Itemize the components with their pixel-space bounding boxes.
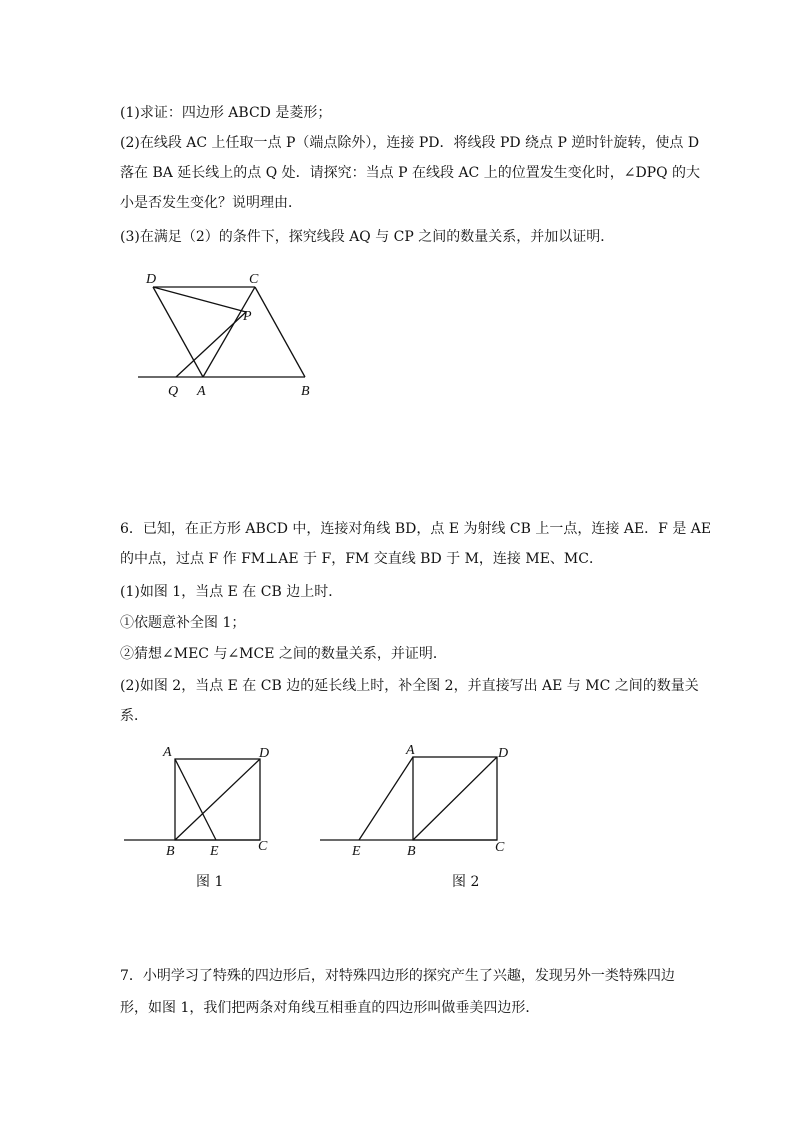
fig1-segment-ae: [175, 759, 216, 840]
fig1-diagonal-bd: [175, 759, 260, 840]
p6-line-1: 6．已知，在正方形 ABCD 中，连接对角线 BD，点 E 为射线 CB 上一点，连接 AE．F 是 AE: [120, 521, 712, 537]
p5-label-b: B: [301, 384, 310, 399]
fig2-diagonal-bd: [413, 757, 497, 840]
p5-line-5: (3)在满足（2）的条件下，探究线段 AQ 与 CP 之间的数量关系，并加以证明．: [120, 229, 615, 245]
fig1-caption: 图 1: [196, 874, 224, 890]
p5-label-c: C: [249, 272, 259, 287]
fig2-segment-ae: [359, 757, 413, 840]
fig2-caption: 图 2: [452, 874, 480, 890]
p5-line-1: (1)求证：四边形 ABCD 是菱形；: [120, 105, 332, 121]
p5-label-d: D: [146, 272, 157, 287]
p5-line-3: 落在 BA 延长线上的点 Q 处．请探究：当点 P 在线段 AC 上的位置发生变化时，∠DPQ 的大: [120, 165, 701, 181]
p7-line-1: 7．小明学习了特殊的四边形后，对特殊四边形的探究产生了兴趣，发现另外一类特殊四边: [120, 968, 675, 984]
fig2-label-c: C: [495, 840, 505, 855]
p6-line-4: ①依题意补全图 1；: [120, 615, 246, 631]
p6-line-7: 系．: [120, 708, 148, 724]
p6-line-3: (1)如图 1，当点 E 在 CB 边上时．: [120, 584, 343, 600]
fig1-label-d: D: [259, 746, 270, 761]
p5-line-2: (2)在线段 AC 上任取一点 P（端点除外），连接 PD．将线段 PD 绕点 P 逆时针旋转，使点 D: [120, 135, 700, 151]
fig2-label-e: E: [352, 844, 361, 859]
p5-line-4: 小是否发生变化？说明理由．: [120, 195, 302, 211]
fig1-label-a: A: [163, 745, 172, 760]
p6-line-2: 的中点，过点 F 作 FM⊥AE 于 F，FM 交直线 BD 于 M，连接 ME、MC．: [120, 551, 603, 567]
fig2-label-d: D: [498, 746, 509, 761]
fig1-label-b: B: [166, 844, 175, 859]
p6-line-5: ②猜想∠MEC 与∠MCE 之间的数量关系，并证明．: [120, 646, 447, 662]
fig1-label-e: E: [210, 844, 219, 859]
p5-label-a: A: [197, 384, 206, 399]
p7-line-2: 形，如图 1，我们把两条对角线互相垂直的四边形叫做垂美四边形．: [120, 1000, 540, 1016]
p5-label-q: Q: [168, 384, 179, 399]
fig2-label-a: A: [406, 743, 415, 758]
p6-line-6: (2)如图 2，当点 E 在 CB 边的延长线上时，补全图 2，并直接写出 AE 与 MC 之间的数量关: [120, 678, 699, 694]
fig1-label-c: C: [258, 839, 268, 854]
p5-label-p: P: [243, 309, 252, 324]
fig2-label-b: B: [407, 844, 416, 859]
